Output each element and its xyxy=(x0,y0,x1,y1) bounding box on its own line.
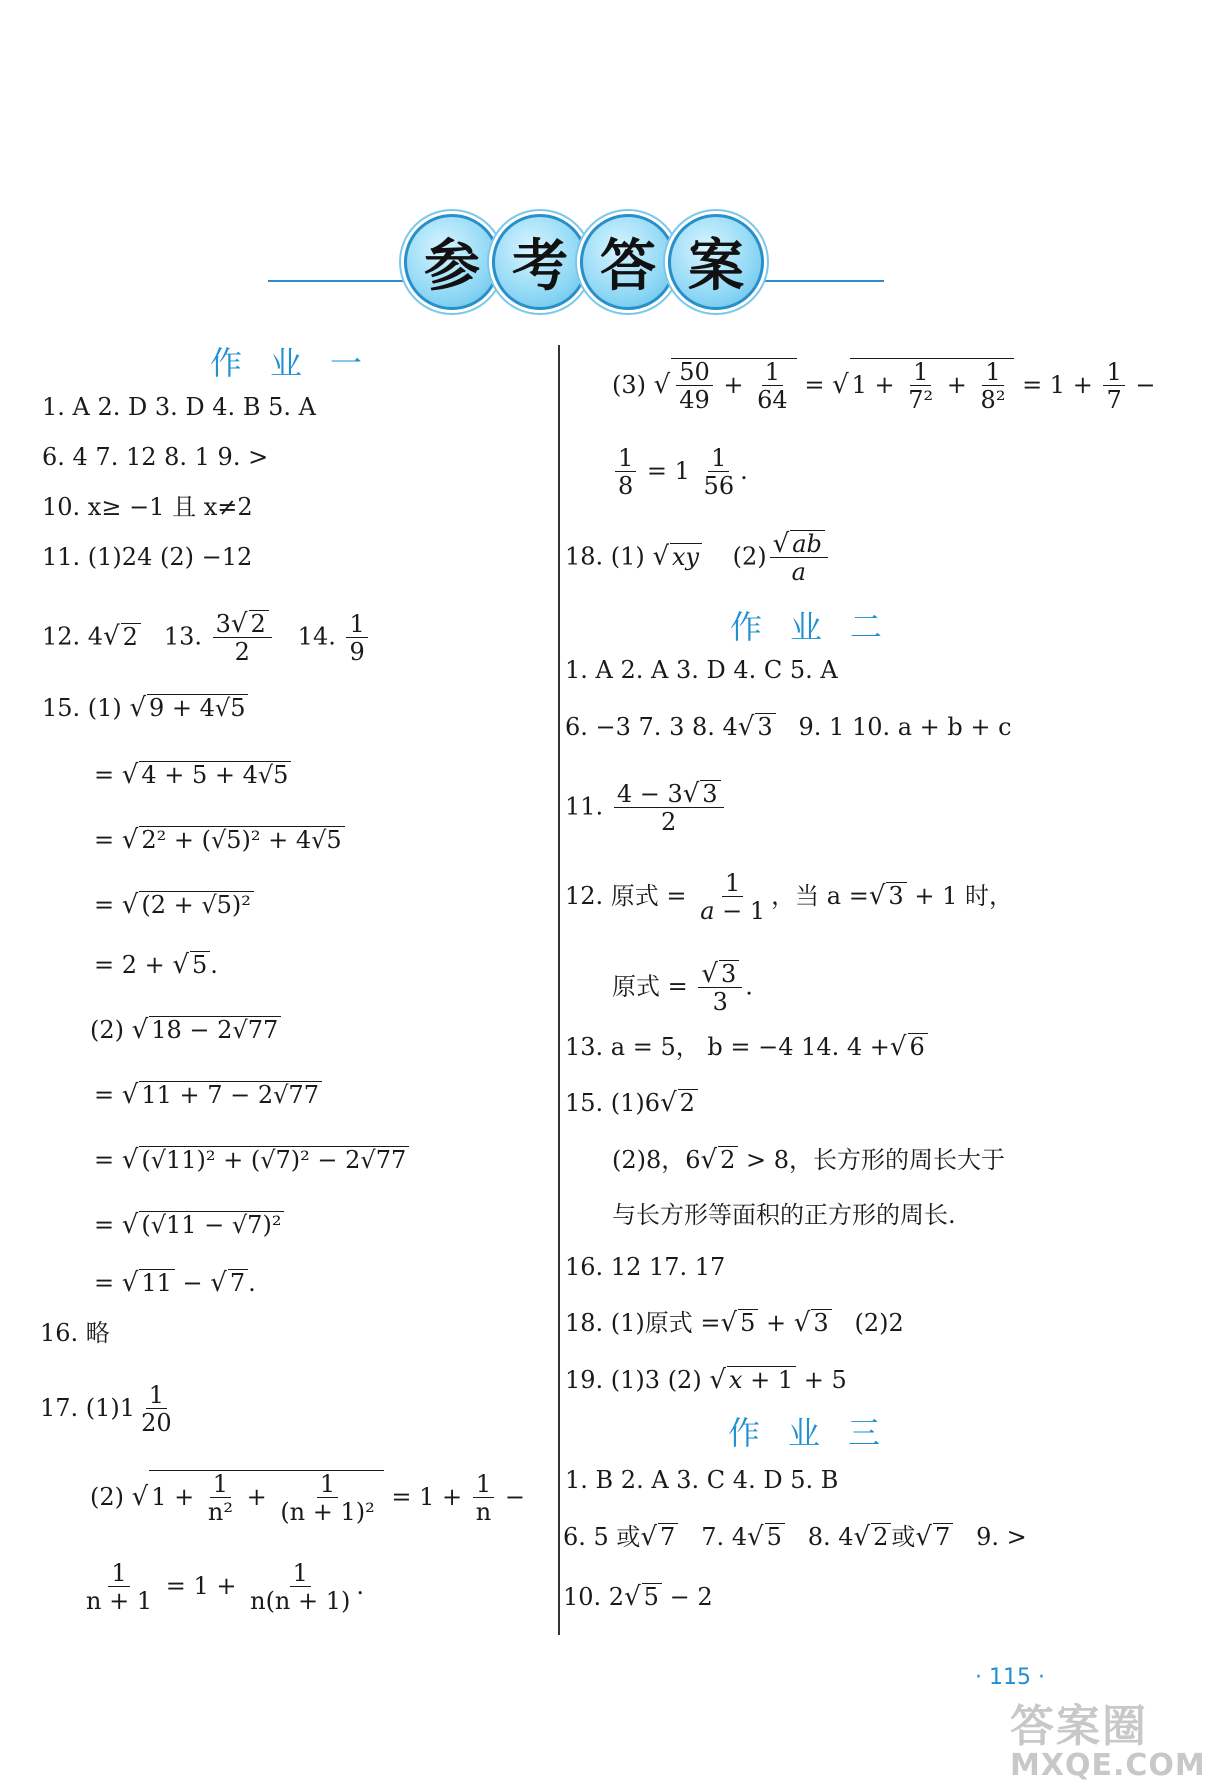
answer-part: > 8，长方形的周长大于 xyxy=(746,1146,1006,1174)
q15-step: = √ (2 + √5)² xyxy=(94,890,254,920)
q15-line: 15. (1) √ 9 + 4√5 xyxy=(42,693,248,723)
q15-step: = √ 2² + (√5)² + 4√5 xyxy=(94,825,345,855)
q11-label: 11. xyxy=(565,792,604,821)
answer-part: 原式 = xyxy=(612,972,688,1001)
answer-part: + 5 xyxy=(803,1366,847,1394)
part-label: (2) xyxy=(90,1016,124,1044)
q15-step: = 2 + √ 5 . xyxy=(94,950,218,980)
answer-part: 8. 4 xyxy=(807,1523,854,1551)
answer-line-6-10: 6. −3 7. 3 8. 4√ 3 9. 1 10. a + b + c xyxy=(565,712,1012,742)
q17-part3-cont: $\frac{1}{8}$ = 1 $\frac{1}{56}$ . xyxy=(612,445,748,500)
answer-part: 13. a = 5， b = −4 14. 4 + xyxy=(565,1033,890,1061)
part-label: (3) xyxy=(612,371,646,399)
answer-part: 12. 原式 = xyxy=(565,882,687,910)
section-heading-2: 作业二 xyxy=(730,608,911,646)
answer-line-15: 15. (1)6√ 2 xyxy=(565,1088,698,1118)
answer-line: 6. 4 7. 12 8. 1 9. > xyxy=(42,443,269,471)
watermark-text: 答案圈 xyxy=(1010,1701,1148,1752)
q14-label: 14. xyxy=(297,622,336,651)
q12-label: 12. 4 xyxy=(42,622,104,651)
section-heading-3: 作业三 xyxy=(728,1414,909,1452)
answer-line: 16. 略 xyxy=(40,1319,110,1347)
answer-line-15c: 与长方形等面积的正方形的周长. xyxy=(612,1201,956,1229)
part-label: (2) xyxy=(90,1483,124,1511)
q15-label: 15. (1) xyxy=(42,694,122,722)
q15-step: = √ (√11 − √7)² xyxy=(94,1210,284,1240)
answer-part: 6. 5 或 xyxy=(563,1523,641,1551)
q17-label: 17. (1)1 xyxy=(40,1394,136,1422)
q18-line: 18. (1) √ xy (2) $\frac{√ ab}{a}$ xyxy=(565,530,831,586)
q13-label: 13. xyxy=(163,622,202,651)
answer-part: 9. > xyxy=(976,1523,1027,1551)
answer-line: 10. x≥ −1 且 x≠2 xyxy=(42,493,253,521)
answer-part: (2)8，6 xyxy=(612,1146,701,1174)
title-char: 案 xyxy=(668,214,764,310)
answer-part: 7. 4 xyxy=(701,1523,747,1551)
answer-part: 10. 2 xyxy=(563,1583,625,1611)
answer-part: ，当 a = xyxy=(771,882,869,910)
answer-line-11: 11. $\frac{4 - 3√ 3}{2}$ xyxy=(565,780,727,836)
watermark-logo xyxy=(1010,1690,1206,1783)
answer-line: 1. B 2. A 3. C 4. D 5. B xyxy=(565,1466,839,1494)
q17-line: 17. (1)1 $\frac{1}{20}$ xyxy=(40,1381,172,1437)
title-char: 参 xyxy=(404,214,500,310)
answer-line-10: 10. 2√ 5 − 2 xyxy=(563,1582,713,1612)
answer-part: 19. (1)3 (2) xyxy=(565,1366,702,1394)
answer-part: 6. −3 7. 3 8. 4 xyxy=(565,713,738,741)
answer-part: 9. 1 10. a + b + c xyxy=(798,713,1012,741)
q15-part2: (2) √ 18 − 2√77 xyxy=(90,1015,281,1045)
answer-line: 1. A 2. A 3. D 4. C 5. A xyxy=(565,656,838,684)
answer-line-15b: (2)8，6√ 2 > 8，长方形的周长大于 xyxy=(612,1145,1006,1175)
page-title xyxy=(300,210,860,320)
q17-part3: (3) √ $\frac{50}{49}$ + $\frac{1}{64}$ = √ 1 + $\frac{1}{\text{7²}}$ + $\frac{1}{\text{8²}}$ = 1 + $\frac{1}{7}$ − xyxy=(612,358,1156,414)
title-char: 考 xyxy=(492,214,588,310)
answer-line: 11. (1)24 (2) −12 xyxy=(42,543,253,571)
answer-part: 或 xyxy=(891,1523,916,1551)
answer-line-12b: 原式 = $\frac{√ 3}{3}$ . xyxy=(612,959,753,1016)
q15-step: = √ 4 + 5 + 4√5 xyxy=(94,760,291,790)
answer-line-6-9: 6. 5 或√ 7 7. 4√ 5 8. 4√ 2 或√ 7 9. > xyxy=(563,1522,1027,1552)
title-char: 答 xyxy=(580,214,676,310)
section-heading-1: 作业一 xyxy=(210,344,391,382)
q15-step: = √ (√11)² + (√7)² − 2√77 xyxy=(94,1145,409,1175)
answer-part: + 1 时， xyxy=(914,882,1013,910)
answer-part: (2)2 xyxy=(854,1309,904,1337)
answer-line-12: 12. 原式 = $\frac{1}{a - 1}$ ，当 a =√ 3 + 1 时， xyxy=(565,869,1013,925)
q15-step: = √ 11 − √ 7 . xyxy=(94,1268,256,1298)
answer-line: 1. A 2. D 3. D 4. B 5. A xyxy=(42,393,316,421)
part-label: (2) xyxy=(732,542,767,571)
watermark-url: MXQE.COM xyxy=(1010,1748,1206,1783)
q18-label: 18. (1) xyxy=(565,542,645,571)
q15-step: = √ 11 + 7 − 2√77 xyxy=(94,1080,322,1110)
answer-line-13-14: 13. a = 5， b = −4 14. 4 +√ 6 xyxy=(565,1032,928,1062)
answer-part: − 2 xyxy=(669,1583,713,1611)
page-number: · 115 · xyxy=(975,1665,1045,1690)
answer-part: 18. (1)原式 = xyxy=(565,1309,721,1337)
q17-part2-cont: $\frac{1}{n + 1}$ = 1 + $\frac{1}{n(n + 1)}$ . xyxy=(86,1559,365,1615)
column-divider xyxy=(558,345,560,1635)
answer-line-19: 19. (1)3 (2) √ x + 1 + 5 xyxy=(565,1365,847,1395)
answer-part: 15. (1)6 xyxy=(565,1089,661,1117)
q17-part2: (2) √ 1 + $\frac{1}{\text{n²}}$ + $\frac{1}{\text{(n + 1)²}}$ = 1 + $\frac{1}{n}$ − xyxy=(90,1470,525,1526)
answer-line-12-14: 12. 4√ 2 13. $\frac{3√ 2}{2}$ 14. $\frac{1}{9}$ xyxy=(42,610,371,666)
answer-line: 16. 12 17. 17 xyxy=(565,1253,726,1281)
answer-line-18: 18. (1)原式 =√ 5 + √ 3 (2)2 xyxy=(565,1308,904,1338)
